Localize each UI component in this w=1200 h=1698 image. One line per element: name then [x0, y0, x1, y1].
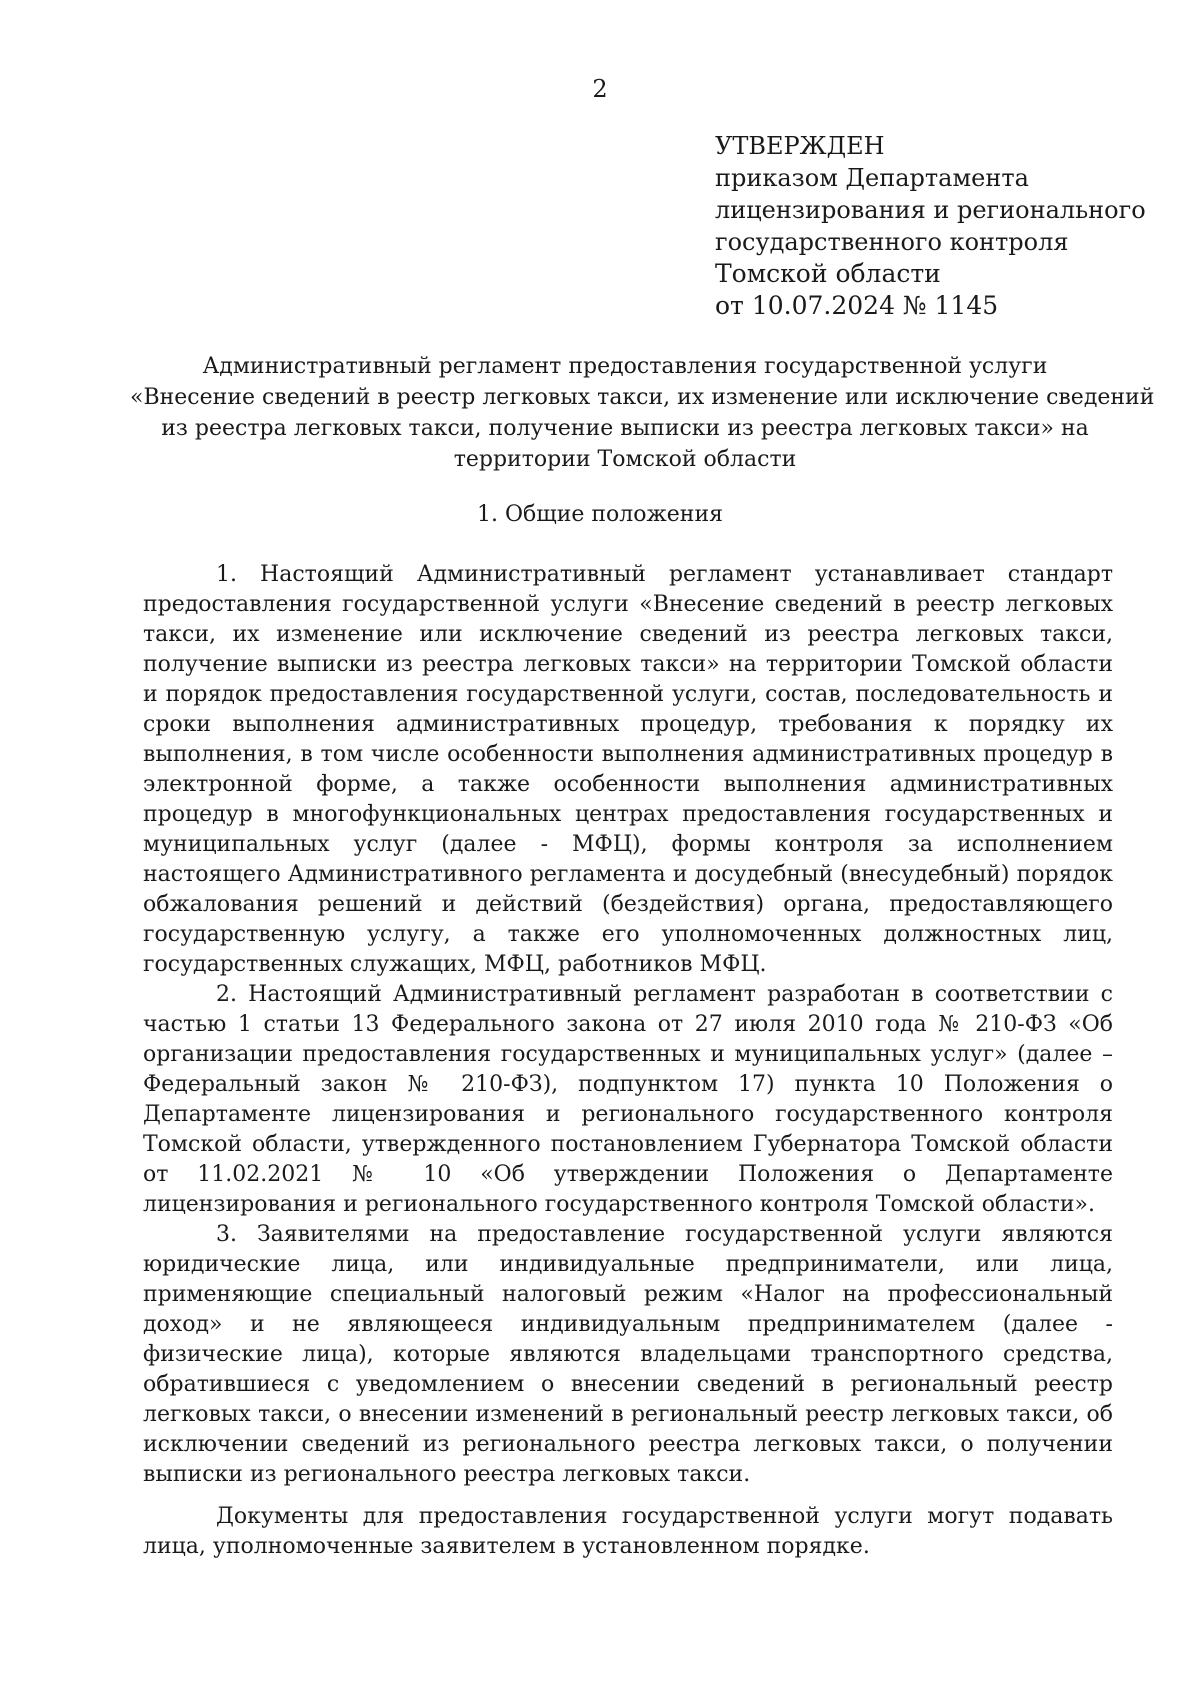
paragraph: 3. Заявителями на предоставление государственной услуги являются юридические лица, или индивидуальные предприниматели, или лица, применяющие специальный налоговый режим «Налог на профессиональный доход» и не являющееся индивидуальным предпринимателем (далее - физические лица), которые являются владельцами транспортного средства, обратившиеся с уведомлением о внесении сведений в региональный реестр легковых такси, о внесении изменений в региональный реестр легковых такси, об исключении сведений из регионального реестра легковых такси, о получении выписки из регионального реестра легковых такси.: [143, 1222, 1113, 1487]
approval-order-number: от 10.07.2024 № 1145: [715, 291, 999, 320]
approval-line: приказом Департамента: [715, 164, 1029, 192]
title-line: из реестра легковых такси, получение выписки из реестра легковых такси» на: [161, 416, 1089, 441]
approval-stamp-block: [715, 130, 1155, 322]
title-line: «Внесение сведений в реестр легковых такси, их изменение или исключение сведений: [130, 385, 1155, 410]
paragraph: 2. Настоящий Административный регламент разработан в соответствии с частью 1 статьи 13 Федерального закона от 27 июля 2010 года № 210-ФЗ «Об организации предоставления государственных и муниципальных услуг» (далее – Федеральный закон № 210-ФЗ), подпунктом 17) пункта 10 Положения о Департаменте лицензирования и регионального государственного контроля Томской области, утвержденного постановлением Губернатора Томской области от 11.02.2021 № 10 «Об утверждении Положения о Департаменте лицензирования и регионального государственного контроля Томской области».: [143, 982, 1113, 1217]
approval-line: Томской области: [715, 259, 941, 288]
section-heading: 1. Общие положения: [477, 502, 723, 527]
approval-heading: УТВЕРЖДЕН: [715, 132, 885, 160]
document-title: [130, 351, 1155, 475]
paragraph: Документы для предоставления государственной услуги могут подавать лица, уполномоченные заявителем в установленном порядке.: [143, 1504, 1113, 1559]
page-number: 2: [592, 75, 608, 103]
title-line: Административный регламент предоставления государственной услуги: [202, 354, 1048, 379]
approval-line: лицензирования и регионального: [715, 196, 1146, 224]
approval-line: государственного контроля: [715, 228, 1069, 256]
title-line: территории Томской области: [453, 447, 797, 472]
paragraph: 1. Настоящий Административный регламент устанавливает стандарт предоставления государственной услуги «Внесение сведений в реестр легковых такси, их изменение или исключение сведений из реестра легковых такси, получение выписки из реестра легковых такси» на территории Томской области и порядок предоставления государственной услуги, состав, последовательность и сроки выполнения административных процедур, требования к порядку их выполнения, в том числе особенности выполнения административных процедур в электронной форме, а также особенности выполнения административных процедур в многофункциональных центрах предоставления государственных и муниципальных услуг (далее - МФЦ), формы контроля за исполнением настоящего Административного регламента и досудебный (внесудебный) порядок обжалования решений и действий (бездействия) органа, предоставляющего государственную услугу, а также его уполномоченных должностных лиц, государственных служащих, МФЦ, работников МФЦ.: [143, 562, 1113, 977]
document-body: [143, 560, 1113, 1562]
